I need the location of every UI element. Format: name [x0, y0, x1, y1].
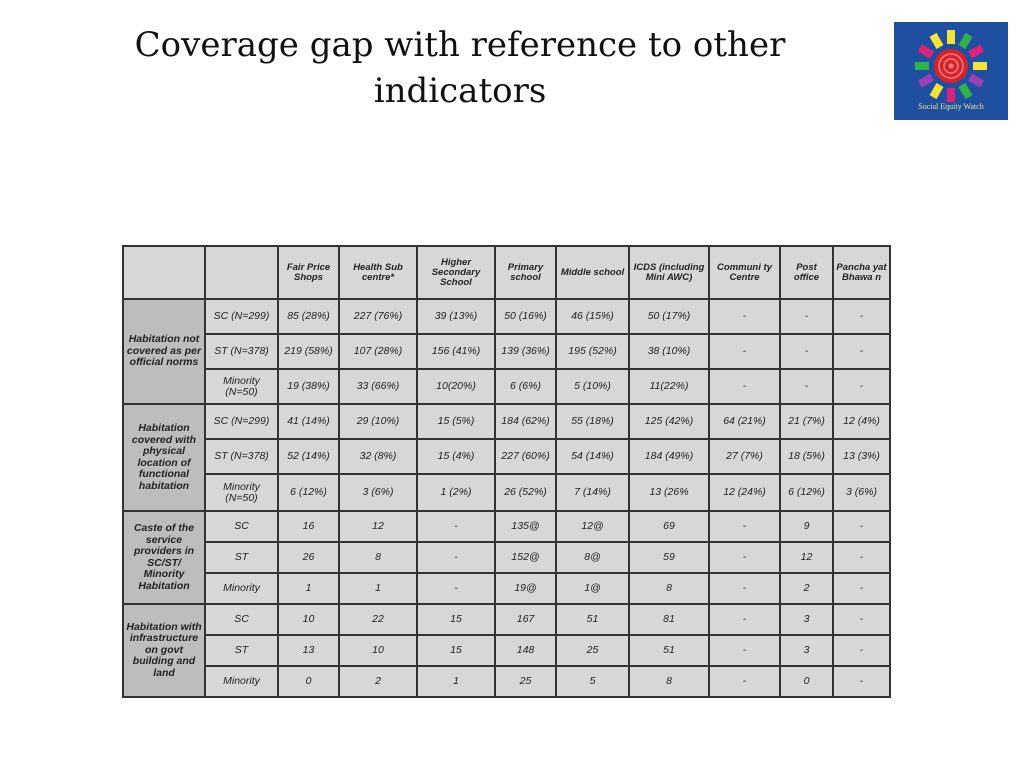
table-header-cell: Fair Price Shops	[278, 246, 339, 299]
table-cell: -	[417, 573, 495, 604]
table-cell: 38 (10%)	[629, 334, 709, 369]
table-header-cell: Post office	[780, 246, 833, 299]
table-header-cell: Middle school	[556, 246, 629, 299]
table-cell: 9	[780, 511, 833, 542]
table-cell: 15 (4%)	[417, 439, 495, 474]
table-cell: -	[833, 334, 890, 369]
table-cell: 2	[339, 666, 417, 697]
row-category-cell: SC	[205, 511, 278, 542]
table-cell: 11(22%)	[629, 369, 709, 404]
table-header-row	[123, 246, 890, 299]
table-cell: 1	[339, 573, 417, 604]
table-cell: 50 (16%)	[495, 299, 556, 334]
table-cell: 39 (13%)	[417, 299, 495, 334]
table-row	[123, 573, 890, 604]
table-cell: 69	[629, 511, 709, 542]
table-cell: 41 (14%)	[278, 404, 339, 439]
table-cell: 10(20%)	[417, 369, 495, 404]
row-category-cell: SC (N=299)	[205, 299, 278, 334]
table-cell: 8	[339, 542, 417, 573]
table-header-cell: Health Sub centre*	[339, 246, 417, 299]
table-row	[123, 474, 890, 511]
table-cell: 85 (28%)	[278, 299, 339, 334]
logo-text: Social Equity Watch	[918, 102, 984, 111]
table-cell: 25	[556, 635, 629, 666]
table-cell: -	[709, 666, 780, 697]
table-row	[123, 299, 890, 334]
table-cell: 1	[417, 666, 495, 697]
table-cell: 27 (7%)	[709, 439, 780, 474]
row-category-cell: ST	[205, 542, 278, 573]
table-cell: 8	[629, 573, 709, 604]
table-cell: 52 (14%)	[278, 439, 339, 474]
table-row	[123, 542, 890, 573]
table-cell: 32 (8%)	[339, 439, 417, 474]
table-cell: -	[709, 511, 780, 542]
table-cell: 59	[629, 542, 709, 573]
table-cell: 10	[339, 635, 417, 666]
row-category-cell: SC	[205, 604, 278, 635]
table-cell: 12	[780, 542, 833, 573]
table-cell: 167	[495, 604, 556, 635]
table-cell: 21 (7%)	[780, 404, 833, 439]
table-cell: 3 (6%)	[339, 474, 417, 511]
table-row	[123, 511, 890, 542]
table-cell: -	[709, 604, 780, 635]
table-cell: -	[833, 542, 890, 573]
table-cell: -	[709, 573, 780, 604]
table-cell: 12 (24%)	[709, 474, 780, 511]
table-cell: -	[417, 511, 495, 542]
table-header-cell	[205, 246, 278, 299]
table-row	[123, 369, 890, 404]
table-cell: 7 (14%)	[556, 474, 629, 511]
table-cell: 19 (38%)	[278, 369, 339, 404]
table-header-cell	[123, 246, 205, 299]
table-row	[123, 635, 890, 666]
table-cell: -	[709, 635, 780, 666]
table-cell: 55 (18%)	[556, 404, 629, 439]
table-cell: 6 (12%)	[278, 474, 339, 511]
table-cell: 227 (76%)	[339, 299, 417, 334]
row-category-cell: Minority (N=50)	[205, 369, 278, 404]
table-cell: 54 (14%)	[556, 439, 629, 474]
table-header-cell: Pancha yat Bhawa n	[833, 246, 890, 299]
table-cell: 81	[629, 604, 709, 635]
table-cell: -	[833, 573, 890, 604]
table-cell: 148	[495, 635, 556, 666]
table-cell: 12@	[556, 511, 629, 542]
table-cell: 16	[278, 511, 339, 542]
table-cell: 64 (21%)	[709, 404, 780, 439]
table-cell: -	[417, 542, 495, 573]
table-cell: -	[833, 369, 890, 404]
table-cell: 184 (49%)	[629, 439, 709, 474]
table-cell: 219 (58%)	[278, 334, 339, 369]
row-category-cell: ST (N=378)	[205, 334, 278, 369]
table-cell: 10	[278, 604, 339, 635]
coverage-gap-table	[122, 245, 891, 698]
table-cell: 50 (17%)	[629, 299, 709, 334]
coverage-table-container	[122, 245, 891, 698]
table-cell: 107 (28%)	[339, 334, 417, 369]
table-cell: 3	[780, 604, 833, 635]
table-cell: 135@	[495, 511, 556, 542]
table-cell: 25	[495, 666, 556, 697]
table-cell: -	[780, 369, 833, 404]
table-cell: 51	[556, 604, 629, 635]
table-cell: 12	[339, 511, 417, 542]
table-cell: 3 (6%)	[833, 474, 890, 511]
table-cell: 0	[780, 666, 833, 697]
table-cell: 13 (3%)	[833, 439, 890, 474]
row-category-cell: Minority	[205, 573, 278, 604]
table-cell: 22	[339, 604, 417, 635]
table-cell: -	[709, 299, 780, 334]
row-category-cell: Minority (N=50)	[205, 474, 278, 511]
table-cell: -	[833, 299, 890, 334]
table-row	[123, 666, 890, 697]
row-group-label: Habitation with infrastructure on govt building and land	[123, 604, 205, 697]
row-group-label: Habitation covered with physical location of functional habitation	[123, 404, 205, 511]
table-cell: 15	[417, 604, 495, 635]
table-cell: 8	[629, 666, 709, 697]
table-cell: 51	[629, 635, 709, 666]
table-cell: -	[780, 334, 833, 369]
table-cell: 13	[278, 635, 339, 666]
social-equity-watch-logo	[894, 22, 1008, 120]
table-header-cell: Primary school	[495, 246, 556, 299]
table-row	[123, 334, 890, 369]
table-cell: 152@	[495, 542, 556, 573]
table-cell: 29 (10%)	[339, 404, 417, 439]
table-cell: 1 (2%)	[417, 474, 495, 511]
table-cell: 139 (36%)	[495, 334, 556, 369]
table-cell: -	[833, 666, 890, 697]
row-group-label: Caste of the service providers in SC/ST/ Minority Habitation	[123, 511, 205, 604]
table-header-cell: Communi ty Centre	[709, 246, 780, 299]
table-cell: 1@	[556, 573, 629, 604]
table-cell: 13 (26%	[629, 474, 709, 511]
table-cell: 19@	[495, 573, 556, 604]
row-category-cell: ST	[205, 635, 278, 666]
table-cell: -	[833, 511, 890, 542]
table-cell: 15 (5%)	[417, 404, 495, 439]
table-header-cell: ICDS (including Mini AWC)	[629, 246, 709, 299]
row-group-label: Habitation not covered as per official norms	[123, 299, 205, 404]
table-cell: 2	[780, 573, 833, 604]
table-cell: 46 (15%)	[556, 299, 629, 334]
table-cell: 8@	[556, 542, 629, 573]
table-cell: 3	[780, 635, 833, 666]
table-cell: 18 (5%)	[780, 439, 833, 474]
table-row	[123, 404, 890, 439]
row-category-cell: SC (N=299)	[205, 404, 278, 439]
table-cell: 156 (41%)	[417, 334, 495, 369]
table-cell: 1	[278, 573, 339, 604]
table-cell: -	[833, 604, 890, 635]
table-cell: -	[709, 542, 780, 573]
table-cell: 6 (12%)	[780, 474, 833, 511]
table-cell: 5	[556, 666, 629, 697]
table-row	[123, 439, 890, 474]
table-cell: -	[833, 635, 890, 666]
table-cell: 227 (60%)	[495, 439, 556, 474]
table-cell: 195 (52%)	[556, 334, 629, 369]
table-cell: 6 (6%)	[495, 369, 556, 404]
table-cell: 125 (42%)	[629, 404, 709, 439]
table-cell: -	[780, 299, 833, 334]
row-category-cell: Minority	[205, 666, 278, 697]
slide-title: Coverage gap with reference to other indicators	[134, 25, 786, 111]
row-category-cell: ST (N=378)	[205, 439, 278, 474]
table-cell: -	[709, 369, 780, 404]
table-cell: 33 (66%)	[339, 369, 417, 404]
table-row	[123, 604, 890, 635]
table-cell: -	[709, 334, 780, 369]
table-cell: 5 (10%)	[556, 369, 629, 404]
table-cell: 12 (4%)	[833, 404, 890, 439]
table-cell: 184 (62%)	[495, 404, 556, 439]
table-cell: 26	[278, 542, 339, 573]
table-cell: 0	[278, 666, 339, 697]
table-cell: 26 (52%)	[495, 474, 556, 511]
table-cell: 15	[417, 635, 495, 666]
table-header-cell: Higher Secondary School	[417, 246, 495, 299]
